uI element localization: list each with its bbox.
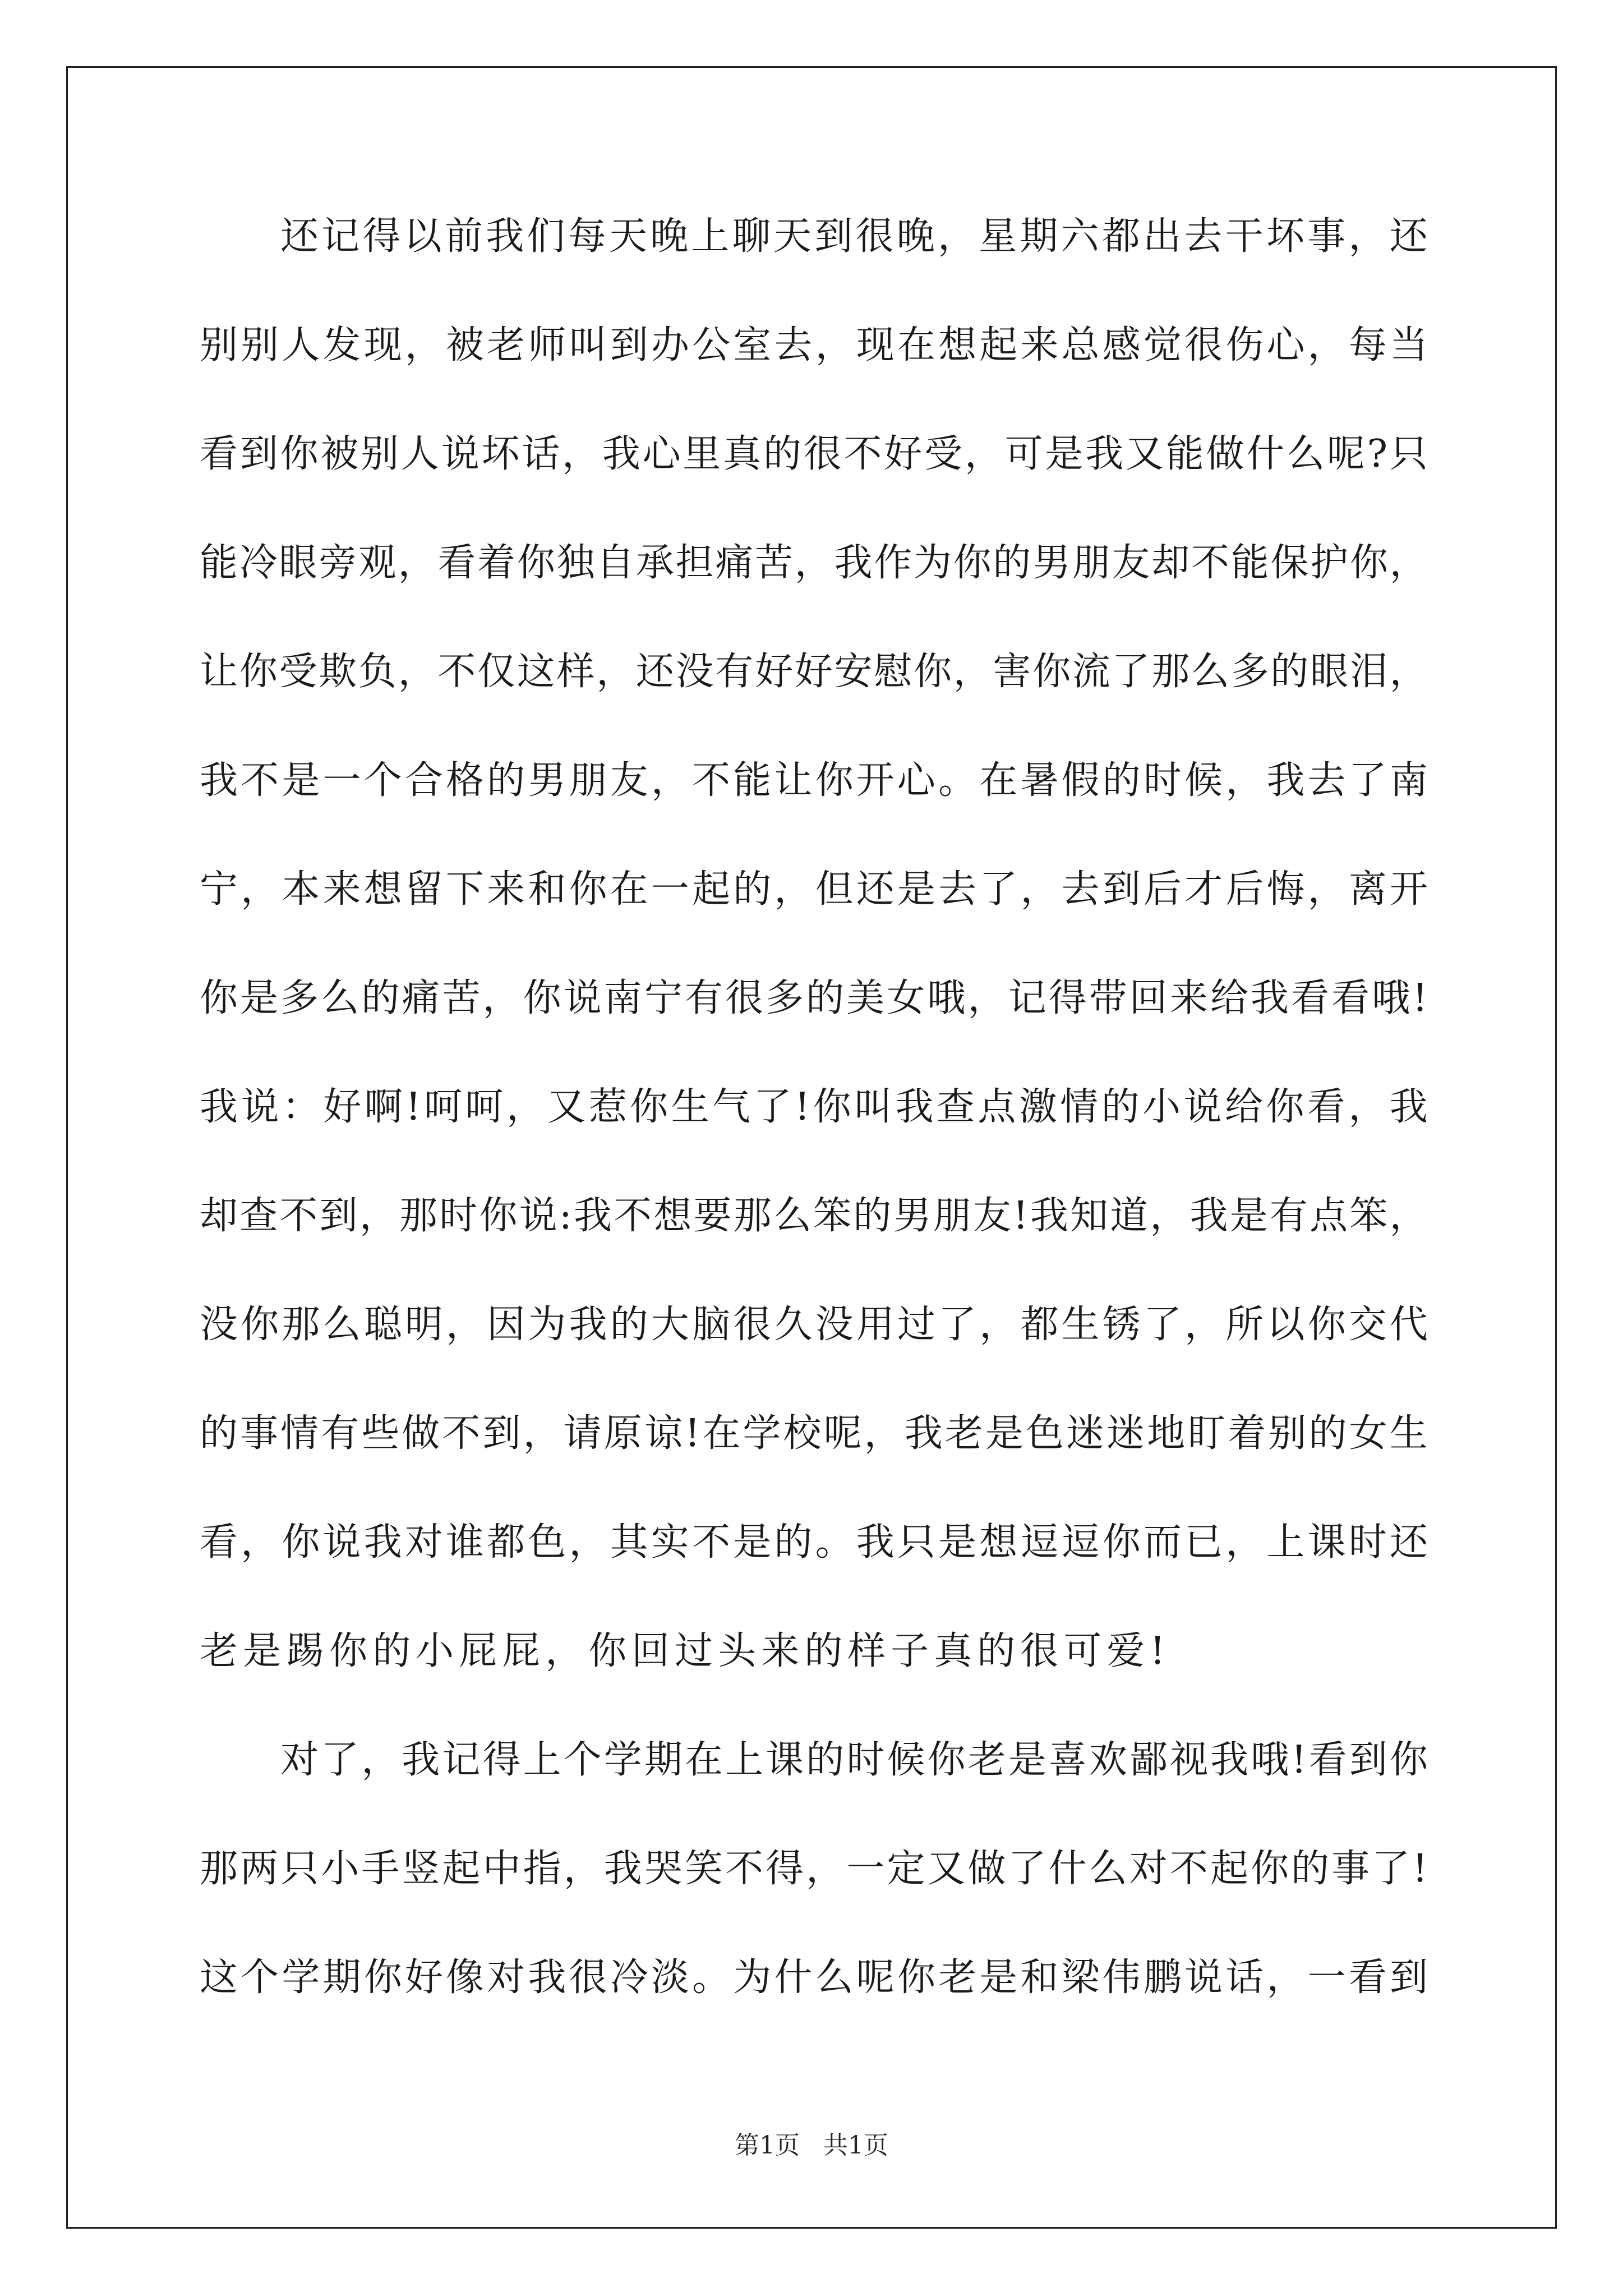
- text-line: 能 冷 眼 旁 观 ， 看 着 你 独 自 承 担 痛 苦 ， 我 作 为 你 的 男 朋 友 却 不 能 保 护 你 ，: [200, 541, 1428, 585]
- text-line: 那 两 只 小 手 竖 起 中 指 ， 我 哭 笑 不 得 ， 一 定 又 做 了 什 么 对 不 起 你 的 事 了 !: [200, 1847, 1428, 1891]
- text-line: 对 了 ， 我 记 得 上 个 学 期 在 上 课 的 时 候 你 老 是 喜 欢 鄙 视 我 哦 ! 看 到 你: [280, 1738, 1428, 1782]
- text-line: 别 别 人 发 现 ， 被 老 师 叫 到 办 公 室 去 ， 现 在 想 起 来 总 感 觉 很 伤 心 ， 每 当: [200, 323, 1428, 367]
- text-line: 却 查 不 到 ， 那 时 你 说 : 我 不 想 要 那 么 笨 的 男 朋 友 ! 我 知 道 ， 我 是 有 点 笨 ，: [200, 1194, 1428, 1238]
- text-line: 我 说 ： 好 啊 ! 呵 呵 ， 又 惹 你 生 气 了 ! 你 叫 我 查 点 激 情 的 小 说 给 你 看 ， 我: [200, 1085, 1428, 1129]
- text-line: 还 记 得 以 前 我 们 每 天 晚 上 聊 天 到 很 晚 ， 星 期 六 都 出 去 干 坏 事 ， 还: [280, 214, 1428, 259]
- document-body: [200, 209, 1428, 2059]
- text-line: 看 到 你 被 别 人 说 坏 话 ， 我 心 里 真 的 很 不 好 受 ， 可 是 我 又 能 做 什 么 呢 ? 只: [200, 432, 1428, 476]
- text-line: 的 事 情 有 些 做 不 到 ， 请 原 谅 ! 在 学 校 呢 ， 我 老 是 色 迷 迷 地 盯 着 别 的 女 生: [200, 1411, 1428, 1456]
- text-line: 让 你 受 欺 负 ， 不 仅 这 样 ， 还 没 有 好 好 安 慰 你 ， 害 你 流 了 那 么 多 的 眼 泪 ，: [200, 650, 1428, 694]
- page-number-footer: 第1页 共1页: [735, 2131, 888, 2160]
- text-line: 这 个 学 期 你 好 像 对 我 很 冷 淡 。 为 什 么 呢 你 老 是 和 梁 伟 鹏 说 话 ， 一 看 到: [200, 1955, 1428, 2000]
- text-line: 我 不 是 一 个 合 格 的 男 朋 友 ， 不 能 让 你 开 心 。 在 暑 假 的 时 候 ， 我 去 了 南: [200, 758, 1428, 803]
- text-line: 老 是 踢 你 的 小 屁 屁 ， 你 回 过 头 来 的 样 子 真 的 很 可 爱 !: [200, 1629, 1170, 1673]
- text-line: 看 ， 你 说 我 对 谁 都 色 ， 其 实 不 是 的 。 我 只 是 想 逗 逗 你 而 已 ， 上 课 时 还: [200, 1520, 1428, 1565]
- text-line: 没 你 那 么 聪 明 ， 因 为 我 的 大 脑 很 久 没 用 过 了 ， 都 生 锈 了 ， 所 以 你 交 代: [200, 1303, 1428, 1347]
- text-line: 你 是 多 么 的 痛 苦 ， 你 说 南 宁 有 很 多 的 美 女 哦 ， 记 得 带 回 来 给 我 看 看 哦 !: [200, 976, 1428, 1020]
- text-line: 宁 ， 本 来 想 留 下 来 和 你 在 一 起 的 ， 但 还 是 去 了 ， 去 到 后 才 后 悔 ， 离 开: [200, 867, 1428, 912]
